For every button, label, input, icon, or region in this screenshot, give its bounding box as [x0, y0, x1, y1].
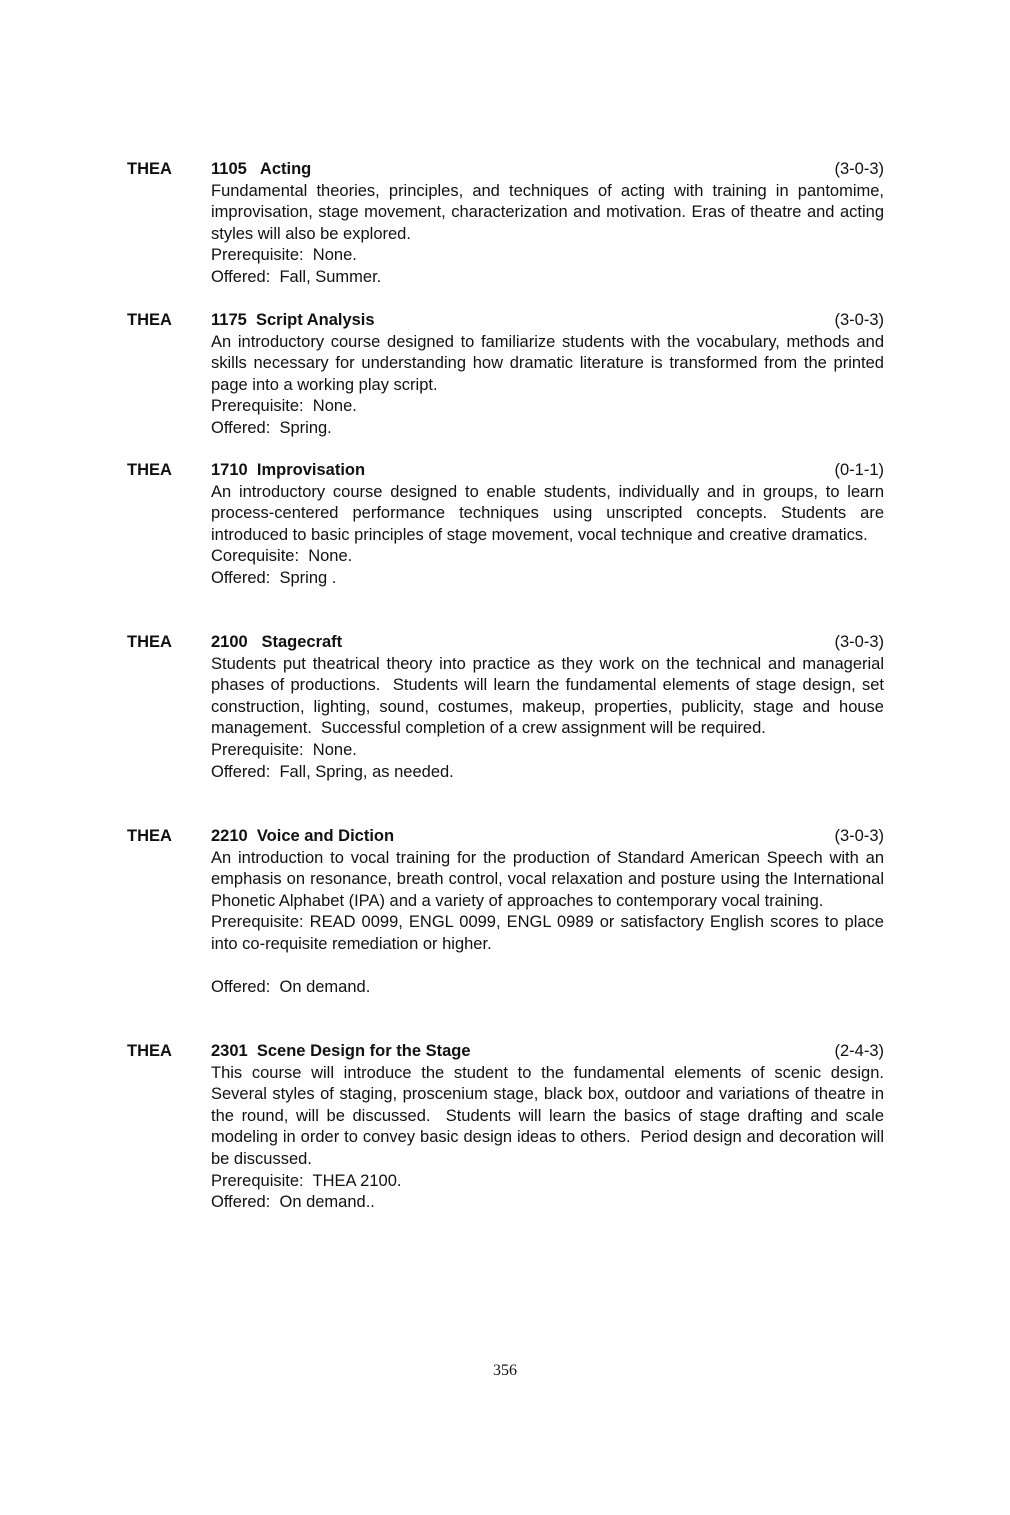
course-entry-thea-2301 — [127, 1041, 894, 1214]
course-dept: THEA — [127, 633, 172, 651]
course-title: 1710 Improvisation — [211, 461, 366, 479]
course-entry-thea-1105 — [127, 159, 884, 289]
course-title: 2100 Stagecraft — [211, 633, 343, 651]
course-title: 1175 Script Analysis — [211, 311, 375, 329]
course-offered: Offered: Fall, Summer. — [211, 267, 382, 286]
course-offered: Offered: Spring. — [211, 418, 332, 437]
course-dept: THEA — [127, 461, 172, 479]
course-offered: Offered: On demand.. — [211, 1193, 375, 1212]
course-offered: Offered: Spring . — [211, 568, 337, 587]
course-offered: Offered: On demand. — [211, 978, 371, 997]
course-prerequisite: Prerequisite: THEA 2100. — [211, 1171, 402, 1190]
course-title: 2210 Voice and Diction — [211, 827, 395, 845]
course-title: 1105 Acting — [211, 160, 312, 178]
course-body — [211, 1063, 894, 1214]
course-offered: Offered: Fall, Spring, as needed. — [211, 762, 454, 781]
course-hours: (0-1-1) — [834, 461, 884, 479]
course-dept: THEA — [127, 160, 172, 178]
course-header — [127, 310, 884, 332]
course-hours: (3-0-3) — [834, 160, 884, 178]
course-entry-thea-1175 — [127, 310, 884, 440]
course-body — [211, 654, 889, 784]
course-hours: (2-4-3) — [834, 1042, 884, 1060]
course-entry-thea-1710 — [127, 460, 884, 590]
course-body — [211, 848, 884, 999]
course-dept: THEA — [127, 1042, 172, 1060]
course-dept: THEA — [127, 311, 172, 329]
course-header — [127, 159, 884, 181]
spacer — [211, 956, 884, 978]
course-corequisite: Corequisite: None. — [211, 547, 353, 566]
course-entry-thea-2100 — [127, 632, 889, 783]
course-hours: (3-0-3) — [834, 827, 884, 845]
course-header — [127, 632, 884, 654]
course-description: This course will introduce the student to the fundamental elements of scenic design. Several styles of staging, proscenium stage, black box, outdoor and variations of theatre in the round, will be discussed. Students will learn the basics of stage drafting and scale modeling in order to convey basic design ideas to others. Period design and decoration will be discussed. — [211, 1063, 894, 1168]
course-title: 2301 Scene Design for the Stage — [211, 1042, 471, 1060]
course-body — [211, 181, 884, 289]
course-dept: THEA — [127, 827, 172, 845]
course-description: An introduction to vocal training for the production of Standard American Speech with an emphasis on resonance, breath control, vocal relaxation and posture using the International Phonetic Alphabet (IPA) and a variety of approaches to contemporary vocal training. — [211, 848, 884, 910]
course-entry-thea-2210 — [127, 826, 884, 999]
course-hours: (3-0-3) — [834, 633, 884, 651]
course-prerequisite: Prerequisite: None. — [211, 740, 357, 759]
course-header — [127, 460, 884, 482]
course-prerequisite: Prerequisite: READ 0099, ENGL 0099, ENGL 0989 or satisfactory English scores to place into co-requisite remediation or higher. — [211, 913, 884, 953]
course-description: Fundamental theories, principles, and techniques of acting with training in pantomime, improvisation, stage movement, characterization and motivation. Eras of theatre and acting styles will also be explored. — [211, 181, 884, 243]
course-body — [211, 482, 884, 590]
course-description: Students put theatrical theory into practice as they work on the technical and managerial phases of productions. Students will learn the fundamental elements of stage design, set construction, lighting, sound, costumes, makeup, properties, publicity, stage and house management. Successful completion of a crew assignment will be required. — [211, 654, 889, 738]
course-hours: (3-0-3) — [834, 311, 884, 329]
course-header — [127, 826, 884, 848]
page-number: 356 — [493, 1362, 517, 1379]
course-header — [127, 1041, 884, 1063]
course-prerequisite: Prerequisite: None. — [211, 246, 357, 265]
course-description: An introductory course designed to familiarize students with the vocabulary, methods and skills necessary for understanding how dramatic literature is transformed from the printed page into a working play script. — [211, 332, 884, 394]
course-description: An introductory course designed to enable students, individually and in groups, to learn process-centered performance techniques using unscripted concepts. Students are introduced to basic principles of stage movement, vocal technique and creative dramatics. — [211, 482, 884, 544]
course-prerequisite: Prerequisite: None. — [211, 397, 357, 416]
course-body — [211, 332, 884, 440]
